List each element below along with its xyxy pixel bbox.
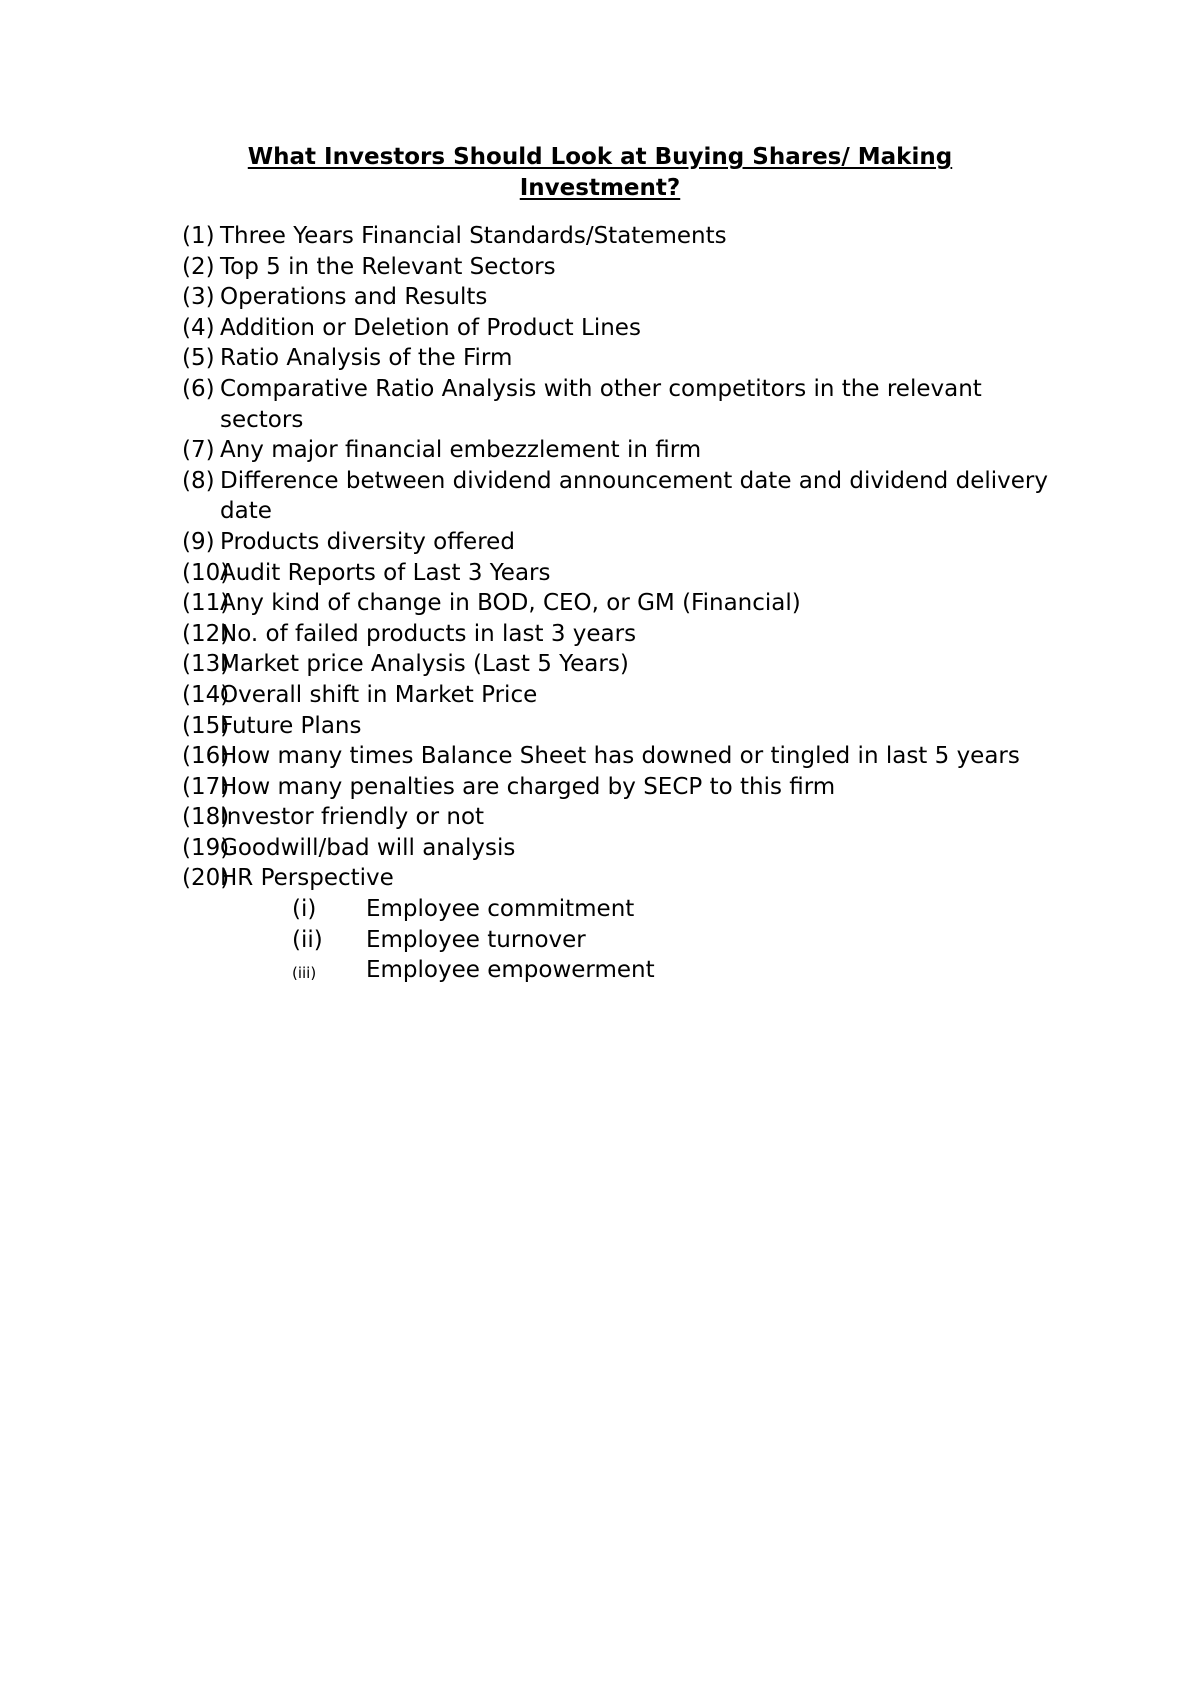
item-text: Top 5 in the Relevant Sectors xyxy=(220,253,556,280)
item-number: (16) xyxy=(182,743,230,770)
item-text: Operations and Results xyxy=(220,284,488,311)
sub-item-number: (ii) xyxy=(292,926,323,953)
list-item xyxy=(182,252,1062,283)
sub-item-number: (i) xyxy=(292,896,317,923)
item-text: Three Years Financial Standards/Statements xyxy=(220,223,727,249)
item-text: How many times Balance Sheet has downed or tingled in last 5 years xyxy=(220,743,1020,770)
list-item xyxy=(182,588,1062,619)
list-item xyxy=(182,802,1062,833)
item-number: (5) xyxy=(182,345,215,372)
list-item xyxy=(182,711,1062,742)
item-number: (9) xyxy=(182,528,215,555)
item-number: (6) xyxy=(182,375,215,402)
criteria-list xyxy=(182,221,1062,986)
item-number: (7) xyxy=(182,437,215,464)
list-item xyxy=(182,741,1062,772)
sub-list-item xyxy=(182,894,1062,925)
document-title: What Investors Should Look at Buying Shares/ Making Investment? xyxy=(247,144,953,201)
list-item xyxy=(182,833,1062,864)
list-item xyxy=(182,282,1062,313)
sub-item-text: Employee commitment xyxy=(366,896,635,923)
item-text: Market price Analysis (Last 5 Years) xyxy=(220,651,629,678)
list-item xyxy=(182,619,1062,650)
item-text: Addition or Deletion of Product Lines xyxy=(220,314,641,341)
list-item xyxy=(182,772,1062,803)
sub-item-text: Employee turnover xyxy=(366,926,586,953)
list-item xyxy=(182,863,1062,894)
list-item xyxy=(182,558,1062,589)
item-number: (20) xyxy=(182,865,230,892)
item-text: How many penalties are charged by SECP to this firm xyxy=(220,773,836,800)
item-number: (11) xyxy=(182,590,230,617)
item-text: Comparative Ratio Analysis with other competitors in the relevant sectors xyxy=(220,375,982,433)
item-text: Difference between dividend announcement date and dividend delivery date xyxy=(220,467,1048,525)
item-number: (18) xyxy=(182,804,230,831)
list-item xyxy=(182,466,1062,527)
item-text: Ratio Analysis of the Firm xyxy=(220,345,513,372)
list-item xyxy=(182,527,1062,558)
list-item xyxy=(182,680,1062,711)
list-item xyxy=(182,374,1062,435)
sub-list-item xyxy=(182,955,1062,986)
item-text: Goodwill/bad will analysis xyxy=(220,834,516,861)
item-number: (4) xyxy=(182,314,215,341)
item-text: HR Perspective xyxy=(220,865,394,892)
item-text: Investor friendly or not xyxy=(220,804,485,831)
item-text: Audit Reports of Last 3 Years xyxy=(220,559,551,586)
sub-list-item xyxy=(182,925,1062,956)
item-number: (19) xyxy=(182,834,230,861)
sub-item-number: (iii) xyxy=(292,964,317,983)
item-number: (2) xyxy=(182,253,215,280)
item-text: Products diversity offered xyxy=(220,528,515,555)
item-text: Overall shift in Market Price xyxy=(220,681,538,708)
item-number: (17) xyxy=(182,773,230,800)
item-number: (1) xyxy=(182,223,215,249)
list-item xyxy=(182,221,1062,252)
item-number: (15) xyxy=(182,712,230,739)
item-number: (8) xyxy=(182,467,215,494)
item-text: Future Plans xyxy=(220,712,362,739)
item-text: Any major financial embezzlement in firm xyxy=(220,437,702,464)
item-number: (12) xyxy=(182,620,230,647)
list-item xyxy=(182,343,1062,374)
item-number: (10) xyxy=(182,559,230,586)
item-text: No. of failed products in last 3 years xyxy=(220,620,637,647)
list-item xyxy=(182,313,1062,344)
sub-item-text: Employee empowerment xyxy=(366,957,655,984)
item-text: Any kind of change in BOD, CEO, or GM (Financial) xyxy=(220,590,801,617)
item-number: (13) xyxy=(182,651,230,678)
item-number: (14) xyxy=(182,681,230,708)
list-item xyxy=(182,649,1062,680)
item-number: (3) xyxy=(182,284,215,311)
list-item xyxy=(182,435,1062,466)
